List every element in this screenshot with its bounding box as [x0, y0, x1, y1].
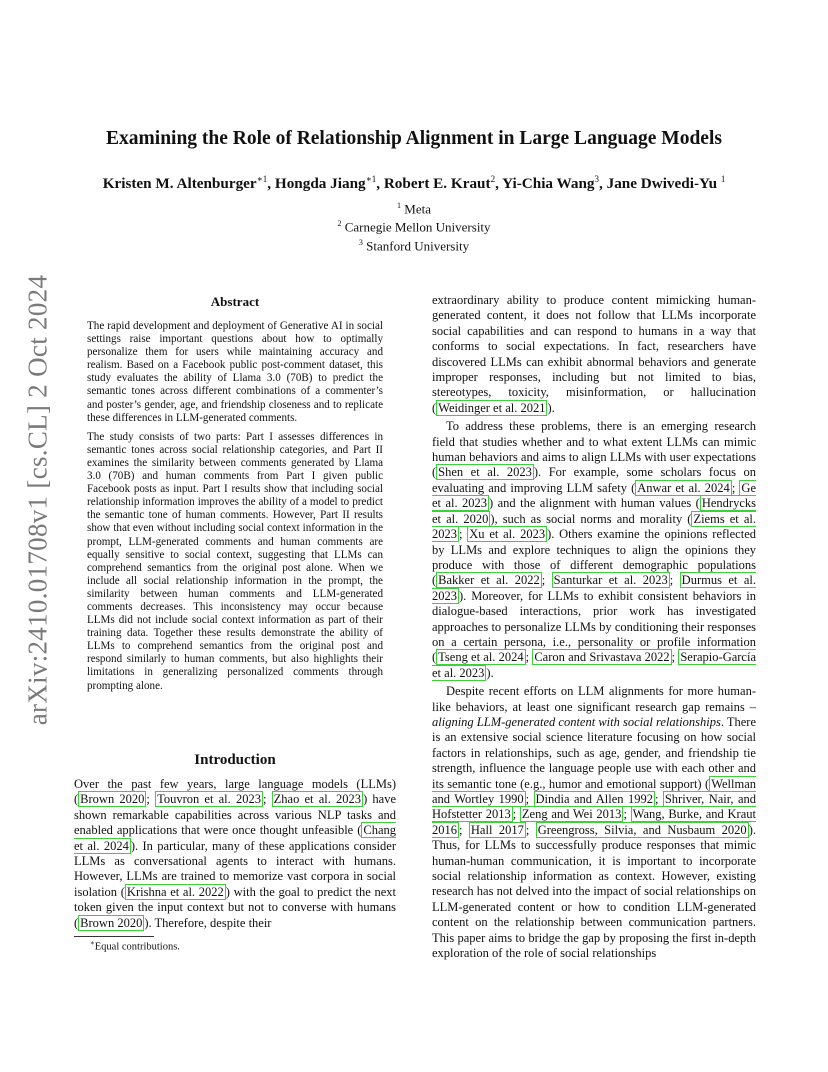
affiliation-name: Carnegie Mellon University: [344, 219, 491, 235]
citation-link[interactable]: Caron and Srivastava 2022: [534, 650, 670, 665]
paper-title: Examining the Role of Relationship Alignment in Large Language Models: [106, 128, 722, 149]
citation-link[interactable]: Weidinger et al. 2021: [438, 400, 546, 415]
abstract-paragraph: The study consists of two parts: Part I assesses differences in semantic tones across social relationship categories, and Part II examines the similarity between comments generated by Llama 3.0 (70B) and human comments from Part I given public Facebook posts as input. Part I results show that including social relationship information improves the ability of a model to predict the semantic tone of human comments. However, Part II results show that even without including social context information in the prompt, LLM-generated comments and human comments are equally sensitive to social context, suggesting that LLMs can comprehend semantics from the original post alone. When we include all social relationship information in the prompt, the similarity between human comments and LLM-generated comments decreases. This inconsistency may occur because LLMs did not include social context information as part of their training data. Together these results demonstrate the ability of LLMs to comprehend semantics from the original post and respond similarly to human comments, but also highlights their limitations in generalizing personalized comments through prompting alone.: [87, 430, 383, 692]
affiliation-mark: 3: [358, 237, 363, 247]
citation-link[interactable]: Durmus et al. 2023: [432, 573, 756, 603]
author-mark: 3: [594, 174, 600, 184]
affiliation-mark: 1: [397, 201, 402, 210]
citation-link[interactable]: Shen et al. 2023: [438, 465, 532, 480]
affiliation-mark: 2: [337, 219, 342, 229]
arxiv-sidebar: [18, 274, 58, 726]
text-run: Over the past few years, large language models (LLMs) (: [74, 777, 396, 807]
text-run: ;: [731, 480, 740, 495]
citation-link[interactable]: Serapio-García et al. 2023: [432, 650, 756, 680]
text-run: ;: [623, 807, 631, 822]
author-list: Kristen M. Altenburger$^{∗1}$, Hongda Jiang$^{∗1}$, Robert E. Kraut$^2$, Yi-Chia Wang$^3$, Jane Dwivedi-Yu $^1$: [102, 174, 726, 193]
right-column: [432, 293, 756, 961]
text-run: To address these problems, there is an emerging research field that studies whether and to what extent LLMs can mimic human behaviors and aims to align LLMs with user expectations (: [432, 419, 756, 480]
text-run: ;: [525, 792, 534, 806]
author-mark: ∗1: [365, 174, 377, 184]
text-run: ;: [671, 650, 679, 665]
text-run: ;: [262, 792, 272, 807]
citation-link[interactable]: Ziems et al. 2023: [432, 511, 756, 542]
citation-link[interactable]: Hall 2017: [470, 822, 524, 837]
text-run: ), such as social norms and morality (: [490, 511, 692, 526]
text-run: ). Thus, for LLMs to successfully produce responses that mimic human-human communication, it is important to incorporate social relationship information as context. However, existing research has not delved into the impact of social relationships on LLM-generated content or how to condition LLM-generated content on the relationship between communication partners. This paper aims to bridge the gap by proposing the first in-depth exploration of the role of social relationships: [432, 822, 756, 961]
abstract-body: [87, 320, 383, 699]
affiliation: [0, 235, 828, 253]
citation-link[interactable]: Zeng and Wei 2013: [521, 807, 622, 822]
citation-link[interactable]: Anwar et al. 2024: [637, 480, 730, 495]
citation-link[interactable]: Dindia and Allen 1992: [535, 792, 653, 806]
text-run: ;: [525, 650, 533, 665]
citation-link[interactable]: Tseng et al. 2024: [438, 650, 524, 665]
text-run: ;: [146, 792, 156, 807]
affiliation-list: [0, 198, 828, 253]
text-run: ) have shown remarkable capabilities across various NLP tasks and enabled applications that were once thought unfeasible (: [74, 792, 397, 838]
affiliation-name: Meta: [404, 201, 431, 217]
citation-link[interactable]: Chang et al. 2024: [74, 823, 396, 853]
text-run: ). Others examine the opinions reflected by LLMs and explore techniques to align the opinions they produce with those of different demographic populations (: [432, 527, 756, 588]
citation-link[interactable]: Touvron et al. 2023: [157, 792, 261, 807]
text-run: . There is an extensive social science literature focusing on how social factors in relationships, such as age, gender, and friendship tie strength, influence the language people use with each other and its semantic tone (e.g., humor and emotional support) (: [432, 714, 756, 791]
abstract-heading: Abstract: [210, 294, 260, 309]
intro-paragraph: [74, 777, 396, 931]
affiliation-name: Stanford University: [366, 237, 470, 253]
author-name: Jane Dwivedi-Yu: [606, 175, 718, 193]
text-run: ).: [486, 665, 494, 680]
body-paragraph: [432, 293, 756, 416]
footnote-divider: [74, 936, 154, 937]
body-paragraph: [432, 684, 756, 961]
text-run: ;: [669, 573, 680, 588]
introduction-heading: Introduction: [194, 752, 276, 768]
text-run: Despite recent efforts on LLM alignments for more human-like behaviors, at least one significant research gap remains –: [432, 684, 756, 714]
body-paragraph: [432, 419, 756, 681]
text-run: ) and the alignment with human values (: [489, 496, 700, 511]
citation-link[interactable]: Santurkar et al. 2023: [553, 573, 668, 588]
abstract-paragraph: The rapid development and deployment of Generative AI in social settings raise important questions about how to optimally personalize them for users while maintaining accuracy and realism. Based on a Facebook public post-comment dataset, this study evaluates the ability of Llama 3.0 (70B) to predict the semantic tones across different combinations of a commenter’s and poster’s gender, age, and friendship closeness and to replicate these differences in LLM-generated comments.: [87, 320, 383, 424]
text-run: ).: [547, 400, 555, 415]
author-mark: 2: [490, 174, 496, 184]
citation-link[interactable]: Zhao et al. 2023: [273, 792, 362, 807]
footnote-text: Equal contributions.: [94, 941, 180, 953]
affiliation: [0, 198, 828, 216]
text-run: ;: [459, 822, 469, 837]
text-run: ;: [459, 527, 468, 542]
text-run: ). For example, some scholars focus on evaluating and improving LLM safety (: [432, 465, 757, 495]
citation-link[interactable]: Wellman and Wortley 1990: [432, 776, 756, 806]
text-run: ;: [541, 573, 552, 588]
text-run: ) with the goal to predict the next token given the input context but not to converse with humans (: [74, 884, 396, 930]
text-run: ;: [525, 822, 536, 837]
citation-link[interactable]: Shriver, Nair, and Hofstetter 2013: [432, 792, 757, 822]
citation-link[interactable]: Krishna et al. 2022: [126, 884, 224, 899]
affiliation: [0, 216, 828, 234]
citation-link[interactable]: Brown 2020: [80, 792, 145, 807]
citation-link[interactable]: Greengross, Silvia, and Nusbaum 2020: [537, 822, 747, 837]
arxiv-identifier: arXiv:2410.01708v1 [cs.CL] 2 Oct 2024: [22, 274, 53, 726]
footnote-mark: ∗: [90, 939, 95, 947]
emphasis-text: aligning LLM-generated content with social relationships: [432, 714, 721, 729]
author-name: Yi-Chia Wang: [502, 175, 595, 193]
introduction-body: [74, 777, 396, 931]
citation-link[interactable]: Brown 2020: [80, 915, 143, 930]
citation-link[interactable]: Xu et al. 2023: [469, 527, 546, 542]
author-name: Kristen M. Altenburger: [102, 175, 257, 193]
text-run: ). Moreover, for LLMs to exhibit consistent behaviors in dialogue-based interactions, prior work has investigated approaches to personalize LLMs by conditioning their responses on a certain persona, i.e., personality or profile information (: [432, 588, 756, 665]
text-run: ). In particular, many of these applications consider LLMs as conversational agents to interact with humans. However, LLMs are trained to memorize vast corpora in social isolation (: [74, 838, 397, 899]
citation-link[interactable]: Ge et al. 2023: [432, 480, 756, 511]
text-run: ). Therefore, despite their: [144, 915, 272, 930]
text-run: extraordinary ability to produce content mimicking human-generated content, it does not follow that LLMs incorporate social capabilities and can respond to humans in a way that conforms to social expectations. In fact, researchers have discovered LLMs can exhibit abnormal behaviors and generate improper responses, including but not limited to bias, stereotypes, toxicity, misinformation, or hallucination (: [432, 293, 756, 415]
author-name: Hongda Jiang: [274, 175, 366, 193]
author-mark: ∗1: [256, 174, 268, 184]
author-mark: 1: [720, 174, 726, 184]
text-run: ;: [654, 792, 663, 806]
text-run: ;: [512, 807, 520, 822]
footnote: [90, 939, 180, 953]
citation-link[interactable]: Bakker et al. 2022: [438, 573, 540, 588]
citation-link[interactable]: Wang, Burke, and Kraut 2016: [432, 807, 756, 837]
author-name: Robert E. Kraut: [383, 175, 491, 193]
citation-link[interactable]: Hendrycks et al. 2020: [432, 496, 756, 526]
